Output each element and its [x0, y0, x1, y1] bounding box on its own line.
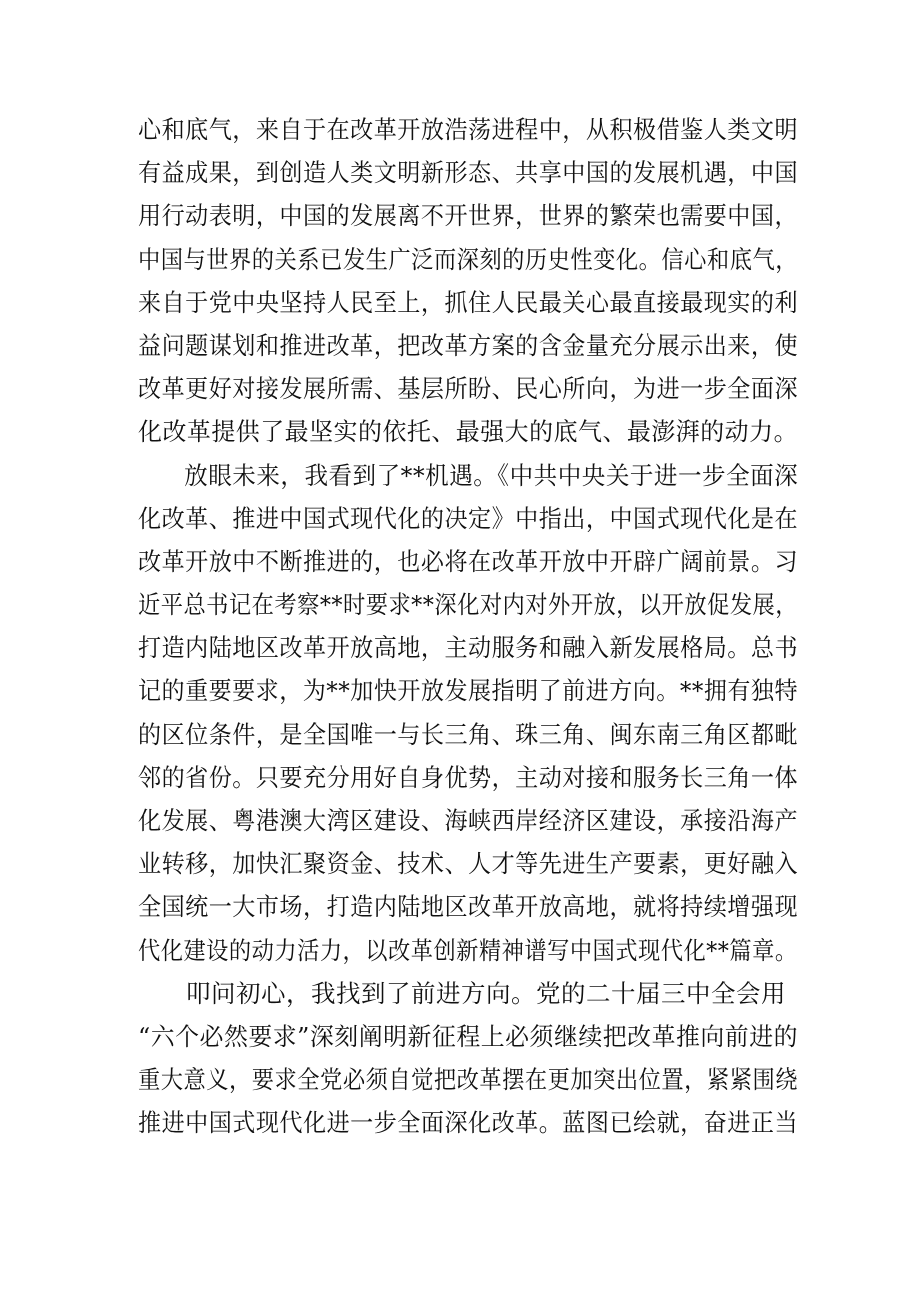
- text-line: 用行动表明，中国的发展离不开世界，世界的繁荣也需要中国，: [138, 201, 799, 231]
- document-body: [138, 108, 798, 1145]
- text-line: 有益成果，到创造人类文明新形态、共享中国的发展机遇，中国: [138, 158, 799, 188]
- paragraph-first-line: 叩问初心，我找到了前进方向。党的二十届三中全会用: [186, 978, 786, 1008]
- text-line: 代化建设的动力活力，以改革创新精神谱写中国式现代化**篇章。: [138, 935, 798, 965]
- text-line: “六个必然要求”深刻阐明新征程上必须继续把改革推向前进的: [138, 1021, 799, 1051]
- text-line: 重大意义，要求全党必须自觉把改革摆在更加突出位置，紧紧围绕: [138, 1065, 798, 1095]
- text-line: 业转移，加快汇聚资金、技术、人才等先进生产要素，更好融入: [138, 849, 799, 879]
- text-line: 化改革提供了最坚实的依托、最强大的底气、最澎湃的动力。: [138, 417, 799, 447]
- text-line: 益问题谋划和推进改革，把改革方案的含金量充分展示出来，使: [138, 330, 799, 360]
- text-line: 中国与世界的关系已发生广泛而深刻的历史性变化。信心和底气，: [138, 244, 798, 274]
- text-line: 打造内陆地区改革开放高地，主动服务和融入新发展格局。总书: [138, 633, 799, 663]
- text-line: 来自于党中央坚持人民至上，抓住人民最关心最直接最现实的利: [138, 287, 799, 317]
- text-line: 近平总书记在考察**时要求**深化对内对外开放，以开放促发展，: [138, 590, 799, 620]
- text-line: 心和底气，来自于在改革开放浩荡进程中，从积极借鉴人类文明: [138, 115, 799, 144]
- text-line: 改革更好对接发展所需、基层所盼、民心所向，为进一步全面深: [138, 374, 799, 404]
- text-line: 的区位条件，是全国唯一与长三角、珠三角、闽东南三角区都毗: [138, 719, 799, 749]
- text-line: 推进中国式现代化进一步全面深化改革。蓝图已绘就，奋进正当: [138, 1108, 799, 1138]
- text-line: 邻的省份。只要充分用好自身优势，主动对接和服务长三角一体: [138, 762, 799, 792]
- paragraph-first-line: 放眼未来，我看到了**机遇。《中共中央关于进一步全面深: [184, 460, 799, 490]
- text-line: 记的重要要求，为**加快开放发展指明了前进方向。**拥有独特: [138, 676, 798, 706]
- text-line: 化改革、推进中国式现代化的决定》中指出，中国式现代化是在: [138, 503, 799, 533]
- text-line: 改革开放中不断推进的，也必将在改革开放中开辟广阔前景。习: [138, 546, 799, 576]
- text-line: 全国统一大市场，打造内陆地区改革开放高地，就将持续增强现: [138, 892, 799, 922]
- text-line: 化发展、粤港澳大湾区建设、海峡西岸经济区建设，承接沿海产: [138, 806, 799, 835]
